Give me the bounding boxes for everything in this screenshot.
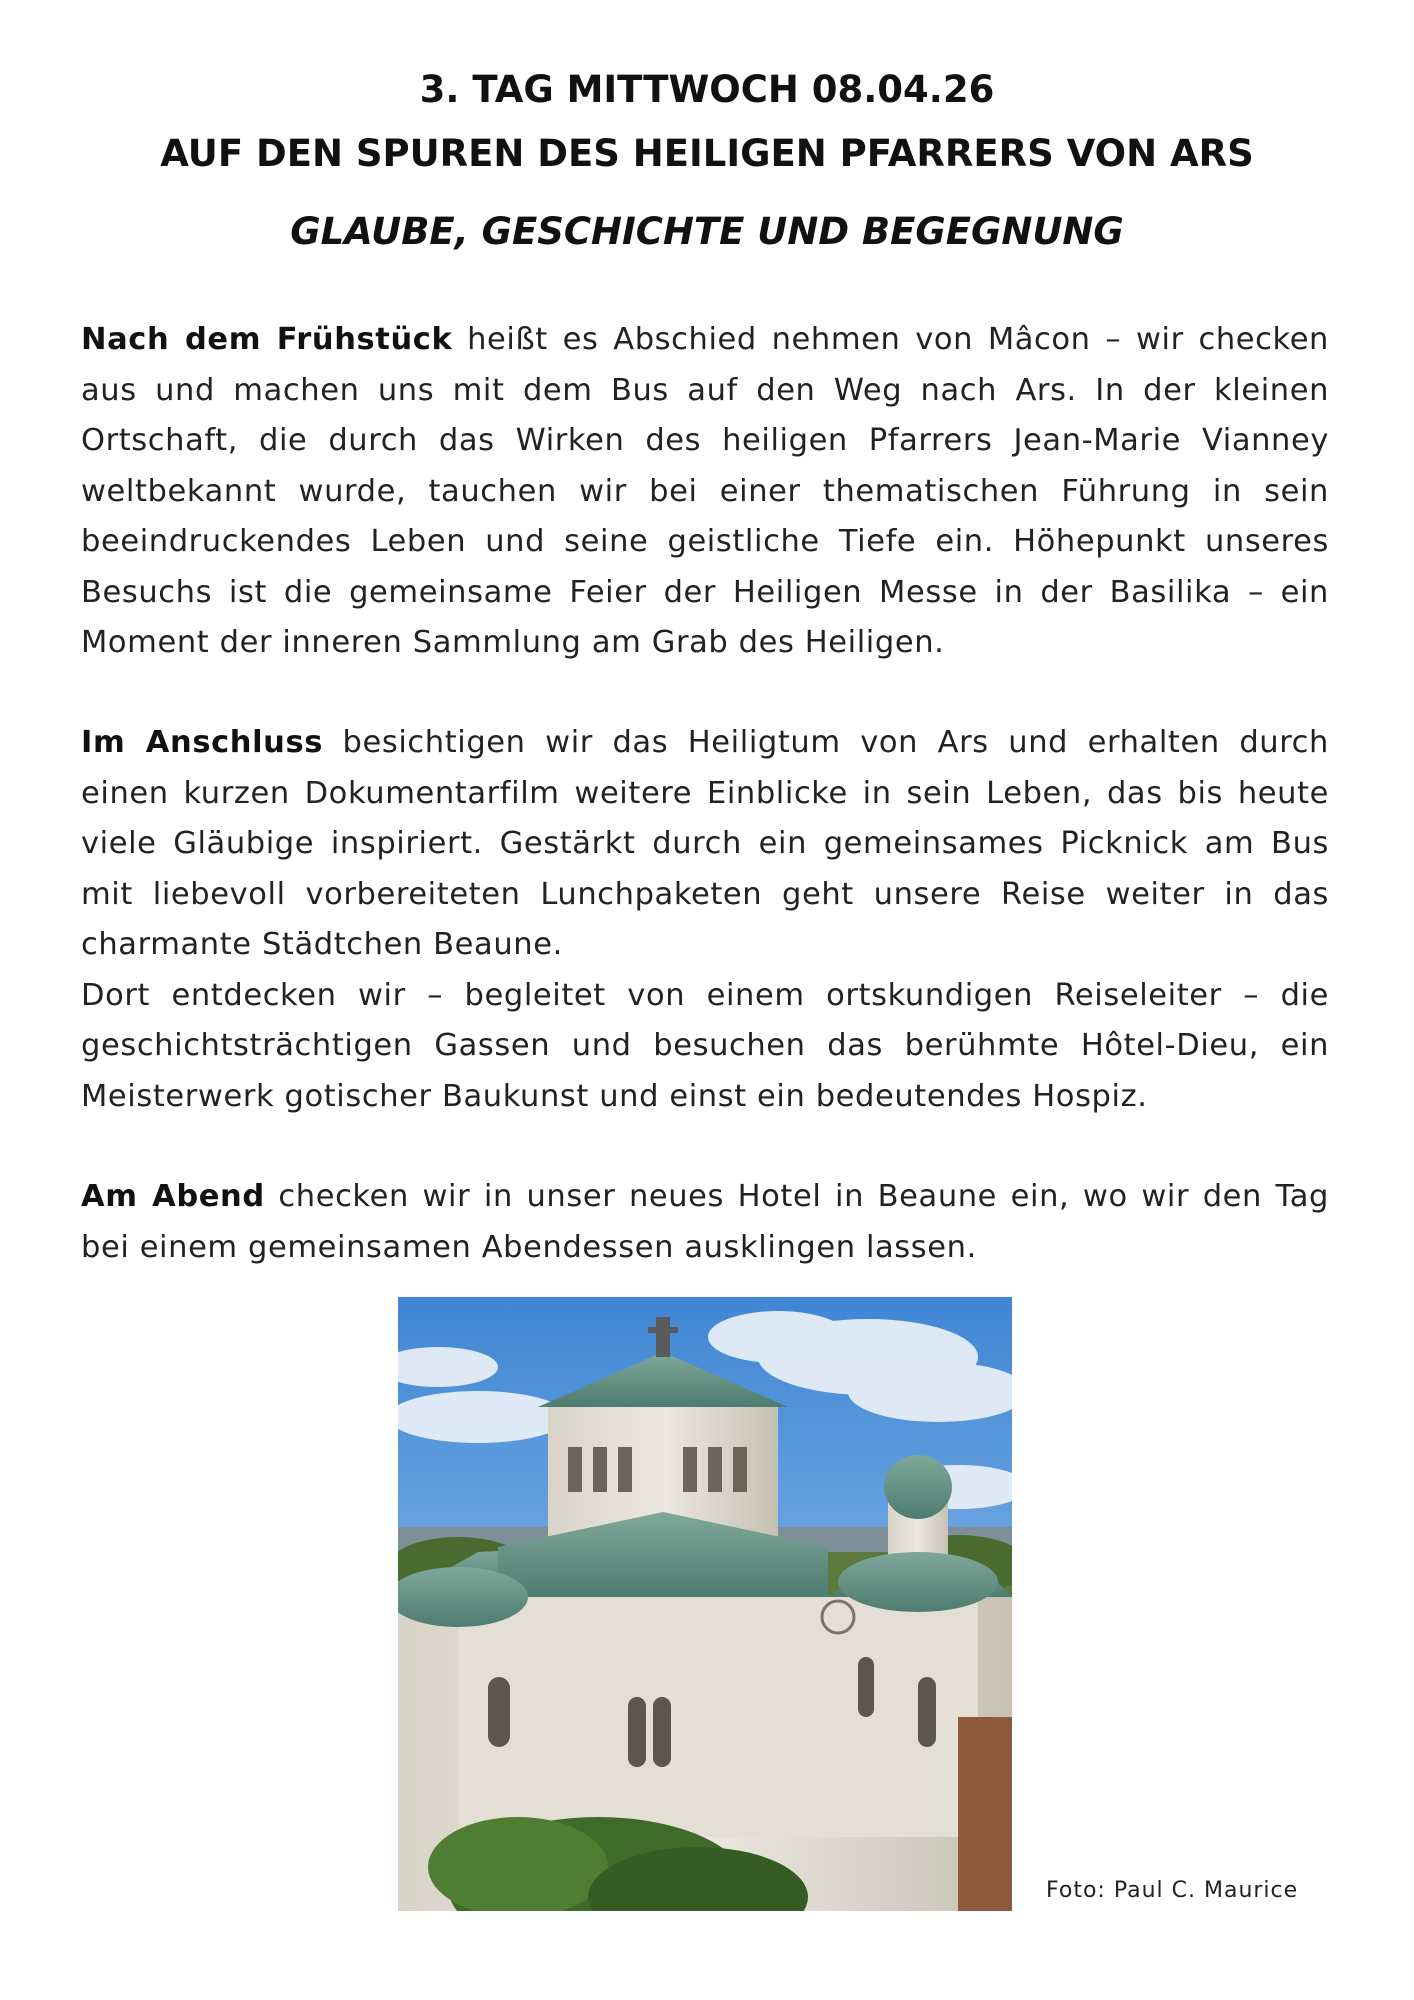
paragraph-text: Dort entdecken wir – begleitet von einem ortskundigen Reiseleiter – die geschichtsträchtigen Gassen und besuchen das berühmte Hôtel-Dieu, ein Meisterwerk gotischer Baukunst und einst ein bedeutendes Hospiz. xyxy=(81,977,1329,1114)
paragraph-text: besichtigen wir das Heiligtum von Ars und erhalten durch einen kurzen Dokumentarfilm weitere Einblicke in sein Leben, das bis heute viele Gläubige inspiriert. Gestärkt durch ein gemeinsames Picknick am Bus mit liebevoll vorbereiteten Lunchpaketen geht unsere Reise weiter in das charmante Städtchen Beaune. xyxy=(81,725,1329,962)
photo-caption: Foto: Paul C. Maurice xyxy=(1046,1878,1299,1903)
paragraph-lead: Nach dem Frühstück xyxy=(81,322,453,357)
basilica-photo xyxy=(398,1297,1012,1911)
paragraph-morning xyxy=(81,315,1329,669)
paragraph-lead: Am Abend xyxy=(81,1179,265,1214)
paragraph-evening xyxy=(81,1172,1329,1273)
paragraph-lead: Im Anschluss xyxy=(81,725,323,760)
paragraph-text: checken wir in unser neues Hotel in Beaune ein, wo wir den Tag bei einem gemeinsamen Abendessen ausklingen lassen. xyxy=(81,1179,1329,1265)
paragraph-afternoon xyxy=(81,718,1329,1122)
page-subtitle: GLAUBE, GESCHICHTE UND BEGEGNUNG xyxy=(290,210,1124,253)
page-title: AUF DEN SPUREN DES HEILIGEN PFARRERS VON ARS xyxy=(160,132,1254,175)
day-title: 3. TAG MITTWOCH 08.04.26 xyxy=(419,68,995,111)
paragraph-text: heißt es Abschied nehmen von Mâcon – wir checken aus und machen uns mit dem Bus auf den Weg nach Ars. In der kleinen Ortschaft, die durch das Wirken des heiligen Pfarrers Jean-Marie Vianney weltbekannt wurde, tauchen wir bei einer thematischen Führung in sein beeindruckendes Leben und seine geistliche Tiefe ein. Höhepunkt unseres Besuchs ist die gemeinsame Feier der Heiligen Messe in der Basilika – ein Moment der inneren Sammlung am Grab des Heiligen. xyxy=(81,322,1329,660)
